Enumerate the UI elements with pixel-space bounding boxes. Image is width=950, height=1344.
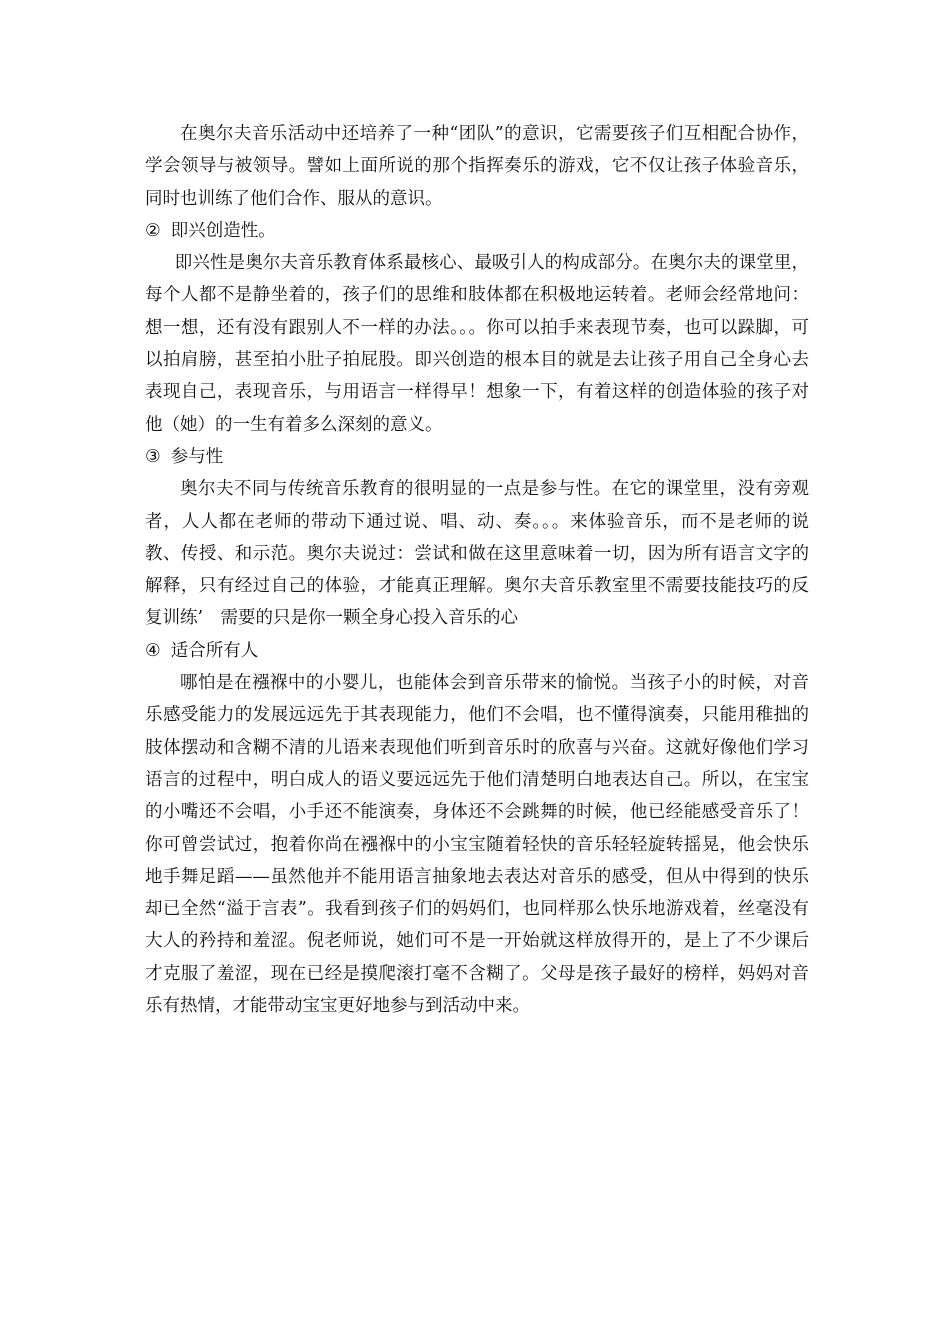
document-page bbox=[145, 118, 809, 1022]
heading-text: 适合所有人 bbox=[170, 640, 259, 661]
paragraph-improvisation: 即兴性是奥尔夫音乐教育体系最核心、最吸引人的构成部分。在奥尔夫的课堂里，每个人都不是静坐着的，孩子们的思维和肢体都在积极地运转着。老师会经常地问：想一想，还有没有跟别人不一样的办法。。。你可以拍手来表现节奏，也可以跺脚，可以拍肩膀，甚至拍小肚子拍屁股。即兴创造的根本目的就是去让孩子用自己全身心去表现自己，表现音乐，与用语言一样得早！想象一下，有着这样的创造体验的孩子对他（她）的一生有着多么深刻的意义。 bbox=[145, 253, 809, 435]
paragraph-suitable-for-all: 哪怕是在襁褓中的小婴儿，也能体会到音乐带来的愉悦。当孩子小的时候，对音乐感受能力的发展远远先于其表现能力，他们不会唱，也不懂得演奏，只能用稚拙的肢体摆动和含糊不清的儿语来表现他们听到音乐时的欣喜与兴奋。这就好像他们学习语言的过程中，明白成人的语义要远远先于他们清楚明白地表达自己。所以，在宝宝的小嘴还不会唱，小手还不能演奏，身体还不会跳舞的时候，他已经能感受音乐了！你可曾尝试过，抱着你尚在襁褓中的小宝宝随着轻快的音乐轻轻旋转摇晃，他会快乐地手舞足蹈——虽然他并不能用语言抽象地去表达对音乐的感受，但从中得到的快乐却已全然“溢于言表”。我看到孩子们的妈妈们，也同样那么快乐地游戏着，丝毫没有大人的矜持和羞涩。倪老师说，她们可不是一开始就这样放得开的，是上了不少课后才克服了羞涩，现在已经是摸爬滚打毫不含糊了。父母是孩子最好的榜样，妈妈对音乐有热情，才能带动宝宝更好地参与到活动中来。 bbox=[145, 673, 809, 1017]
heading-text: 即兴创造性。 bbox=[170, 220, 276, 241]
heading-number: ③ bbox=[145, 446, 161, 467]
heading-number: ② bbox=[145, 220, 161, 241]
heading-participation bbox=[145, 441, 809, 473]
heading-improvisation bbox=[145, 215, 809, 247]
heading-number: ④ bbox=[145, 640, 161, 661]
paragraph-team-awareness: 在奥尔夫音乐活动中还培养了一种“团队”的意识，它需要孩子们互相配合协作，学会领导与被领导。譬如上面所说的那个指挥奏乐的游戏，它不仅让孩子体验音乐，同时也训练了他们合作、服从的意识。 bbox=[145, 124, 809, 209]
heading-text: 参与性 bbox=[170, 446, 224, 467]
paragraph-participation: 奥尔夫不同与传统音乐教育的很明显的一点是参与性。在它的课堂里，没有旁观者，人人都在老师的带动下通过说、唱、动、奏。。。来体验音乐，而不是老师的说教、传授、和示范。奥尔夫说过：尝试和做在这里意味着一切，因为所有语言文字的解释，只有经过自己的体验，才能真正理解。奥尔夫音乐教室里不需要技能技巧的反复训练’ 需要的只是你一颗全身心投入音乐的心 bbox=[145, 479, 809, 629]
heading-suitable-for-all bbox=[145, 635, 809, 667]
